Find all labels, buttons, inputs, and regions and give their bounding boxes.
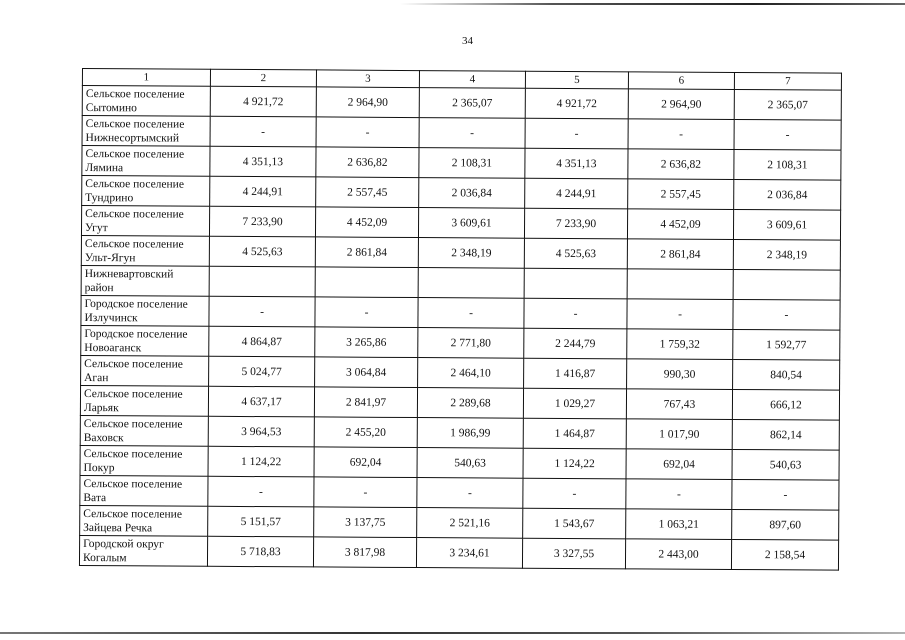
table-row	[80, 385, 839, 420]
settlement-name-line: Сельское поселение	[83, 507, 182, 521]
value-cell: 3 964,53	[208, 416, 314, 447]
settlement-name-cell	[81, 325, 209, 356]
settlement-name-cell	[80, 385, 208, 416]
value-cell: 2 108,31	[419, 148, 525, 179]
value-cell: 2 348,19	[418, 238, 524, 269]
value-cell: -	[417, 478, 523, 509]
value-cell: 2 464,10	[418, 358, 524, 389]
value-cell	[524, 268, 627, 299]
value-cell: 840,54	[733, 359, 840, 390]
value-cell: 2 964,90	[628, 89, 734, 120]
value-cell: -	[316, 117, 419, 148]
value-cell	[315, 267, 418, 298]
settlement-name-line: Аган	[84, 371, 109, 384]
value-cell: -	[524, 298, 627, 329]
value-cell: 2 036,84	[419, 178, 525, 209]
value-cell: 2 557,45	[628, 179, 734, 210]
value-cell: 1 063,21	[626, 509, 732, 540]
value-cell: -	[209, 296, 315, 327]
settlement-name-line: Лямина	[85, 161, 124, 174]
value-cell: 1 592,77	[733, 329, 840, 360]
settlement-name-cell	[82, 116, 210, 147]
value-cell: 3 064,84	[315, 357, 418, 388]
column-header: 4	[419, 71, 525, 89]
settlement-name-line: Городской округ	[83, 537, 164, 551]
settlement-name-line: Городское поселение	[84, 297, 188, 311]
value-cell: 3 609,61	[733, 209, 840, 240]
table-row	[80, 415, 839, 450]
table-row	[80, 445, 839, 480]
value-cell: -	[627, 299, 733, 330]
settlement-name-cell	[80, 505, 208, 536]
value-cell: -	[210, 116, 316, 147]
value-cell: 4 637,17	[208, 386, 314, 417]
value-cell: 1 759,32	[627, 329, 733, 360]
value-cell: -	[208, 476, 314, 507]
settlement-name-line: Покур	[83, 461, 115, 474]
column-header: 3	[316, 70, 419, 88]
value-cell: 2 365,07	[734, 89, 841, 120]
settlement-name-cell	[82, 86, 210, 117]
value-cell: 692,04	[626, 449, 732, 480]
settlement-name-line: Сельское поселение	[83, 477, 183, 491]
value-cell: -	[734, 119, 841, 150]
value-cell: 4 351,13	[525, 148, 628, 179]
value-cell: 1 029,27	[523, 388, 626, 419]
value-cell: 4 921,72	[525, 88, 628, 119]
value-cell: 2 521,16	[417, 508, 523, 539]
column-header: 7	[734, 72, 841, 90]
value-cell	[418, 268, 524, 299]
table-row	[81, 265, 840, 300]
value-cell: 3 234,61	[416, 538, 522, 569]
settlement-name-cell	[81, 355, 209, 386]
settlement-name-cell	[80, 475, 208, 506]
settlement-name-line: Сельское поселение	[84, 237, 184, 251]
value-cell: 767,43	[626, 389, 732, 420]
scan-edge-top	[400, 3, 905, 5]
data-table	[79, 68, 842, 571]
value-cell: 3 137,75	[314, 507, 417, 538]
value-cell: -	[733, 299, 840, 330]
column-header: 6	[628, 72, 734, 90]
value-cell: 2 455,20	[314, 417, 417, 448]
table-row	[80, 505, 839, 540]
settlement-name-line: Нижнесортымский	[85, 131, 180, 145]
value-cell: 897,60	[732, 509, 839, 540]
value-cell: 7 233,90	[209, 206, 315, 237]
settlement-name-line: Ваховск	[83, 431, 124, 444]
value-cell: 5 151,57	[208, 506, 314, 537]
table-row	[81, 355, 840, 390]
value-cell: 540,63	[732, 449, 839, 480]
value-cell: 4 525,63	[524, 238, 627, 269]
column-header: 1	[82, 69, 210, 87]
value-cell: 692,04	[314, 447, 417, 478]
value-cell: 4 452,09	[315, 207, 418, 238]
settlement-name-cell	[82, 176, 210, 207]
value-cell: 1 986,99	[417, 418, 523, 449]
value-cell: 2 771,80	[418, 328, 524, 359]
value-cell: -	[628, 119, 734, 150]
settlement-name-line: Сельское поселение	[85, 177, 185, 191]
value-cell: 2 861,84	[627, 239, 733, 270]
column-header: 5	[525, 71, 628, 89]
value-cell: 990,30	[627, 359, 733, 390]
value-cell: 2 841,97	[314, 387, 417, 418]
value-cell: 540,63	[417, 448, 523, 479]
table-row	[79, 535, 838, 570]
settlement-name-cell	[80, 445, 208, 476]
value-cell: 862,14	[732, 419, 839, 450]
value-cell: 3 265,86	[315, 327, 418, 358]
value-cell: 2 861,84	[315, 237, 418, 268]
value-cell: -	[523, 478, 626, 509]
settlement-name-line: Ульт-Ягун	[84, 251, 136, 264]
value-cell: -	[525, 118, 628, 149]
value-cell: 7 233,90	[524, 208, 627, 239]
settlement-name-line: Когалым	[82, 551, 127, 564]
scan-edge-bottom	[0, 632, 905, 634]
value-cell: -	[418, 298, 524, 329]
table-row	[81, 325, 840, 360]
value-cell: -	[315, 297, 418, 328]
settlement-name-cell	[81, 295, 209, 326]
table-row	[82, 86, 841, 121]
value-cell	[627, 269, 733, 300]
settlement-name-line: Сельское поселение	[84, 357, 183, 371]
settlement-name-cell	[80, 415, 208, 446]
table-row	[80, 475, 839, 510]
value-cell: 4 452,09	[627, 209, 733, 240]
settlement-name-line: Угут	[84, 221, 108, 234]
table-body	[79, 86, 841, 571]
value-cell: 4 525,63	[209, 236, 315, 267]
value-cell: 1 017,90	[626, 419, 732, 450]
settlement-name-cell	[81, 235, 209, 266]
value-cell: 3 817,98	[313, 537, 416, 568]
settlement-name-line: Сельское поселение	[83, 387, 183, 401]
value-cell: 2 108,31	[734, 149, 841, 180]
value-cell	[209, 266, 315, 297]
settlement-name-line: Ларьяк	[83, 401, 119, 414]
value-cell: 5 718,83	[207, 536, 313, 567]
table-row	[82, 116, 841, 151]
settlement-name-line: Вата	[83, 491, 107, 504]
settlement-name-line: Сельское поселение	[85, 117, 185, 131]
value-cell: 3 327,55	[522, 538, 625, 569]
value-cell: -	[626, 479, 732, 510]
settlement-name-line: Излучинск	[84, 311, 138, 324]
value-cell: 1 416,87	[524, 358, 627, 389]
value-cell: 5 024,77	[209, 356, 315, 387]
value-cell: 2 557,45	[316, 177, 419, 208]
value-cell	[733, 269, 840, 300]
value-cell: 2 348,19	[733, 239, 840, 270]
settlement-name-line: Тундрино	[85, 191, 134, 204]
settlement-name-line: район	[84, 281, 114, 294]
value-cell: 2 365,07	[419, 88, 525, 119]
value-cell: 4 921,72	[210, 86, 316, 117]
page-number: 34	[462, 35, 473, 47]
value-cell: 3 609,61	[418, 208, 524, 239]
settlement-name-line: Сельское поселение	[83, 447, 183, 461]
settlement-name-line: Новоаганск	[84, 341, 142, 354]
value-cell: 1 124,22	[523, 448, 626, 479]
settlement-name-line: Городское поселение	[84, 327, 188, 341]
value-cell: 4 244,91	[210, 176, 316, 207]
settlement-name-line: Сытомино	[85, 101, 137, 114]
settlement-name-cell	[79, 535, 207, 566]
settlement-name-line: Сельское поселение	[85, 87, 185, 101]
column-header: 2	[210, 69, 316, 87]
settlement-name-cell	[81, 206, 209, 237]
table-row	[81, 235, 840, 270]
value-cell: 2 289,68	[417, 388, 523, 419]
value-cell: 2 158,54	[731, 539, 838, 570]
settlement-name-line: Сельское поселение	[85, 147, 185, 161]
value-cell: 4 244,91	[525, 178, 628, 209]
value-cell: 4 864,87	[209, 326, 315, 357]
value-cell: 4 351,13	[210, 146, 316, 177]
table-row	[81, 295, 840, 330]
value-cell: -	[732, 479, 839, 510]
value-cell: 2 964,90	[316, 87, 419, 118]
settlement-name-cell	[82, 146, 210, 177]
settlement-name-line: Сельское поселение	[85, 207, 184, 221]
value-cell: 2 244,79	[524, 328, 627, 359]
settlement-name-line: Зайцева Речка	[83, 521, 153, 534]
value-cell: 2 636,82	[628, 149, 734, 180]
settlement-name-line: Сельское поселение	[83, 417, 183, 431]
value-cell: 2 636,82	[316, 147, 419, 178]
value-cell: 1 124,22	[208, 446, 314, 477]
table-row	[82, 176, 841, 211]
table-row	[82, 146, 841, 181]
value-cell: -	[314, 477, 417, 508]
settlement-name-cell	[81, 265, 209, 296]
value-cell: -	[419, 118, 525, 149]
value-cell: 666,12	[732, 389, 839, 420]
value-cell: 1 543,67	[523, 508, 626, 539]
value-cell: 2 443,00	[625, 539, 731, 570]
value-cell: 2 036,84	[734, 179, 841, 210]
settlement-name-line: Нижневартовский	[84, 267, 174, 281]
value-cell: 1 464,87	[523, 418, 626, 449]
table-row	[81, 206, 840, 241]
